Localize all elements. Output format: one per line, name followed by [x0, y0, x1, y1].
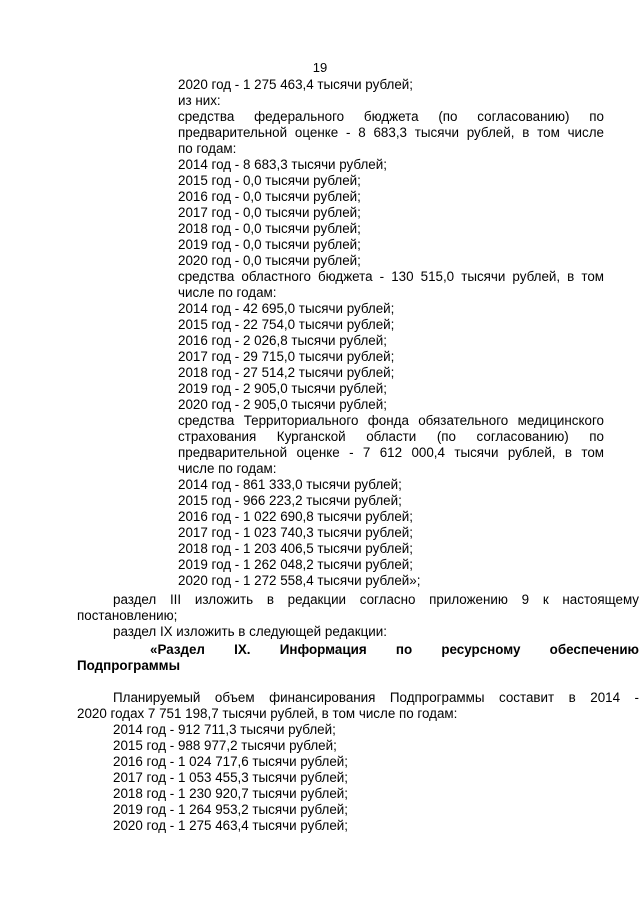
regional-year-2015: 2015 год - 22 754,0 тысячи рублей;: [178, 317, 395, 332]
regional-year-2020: 2020 год - 2 905,0 тысячи рублей;: [178, 397, 387, 412]
section-heading-cont: Подпрограммы: [77, 658, 181, 673]
regional-year-2016: 2016 год - 2 026,8 тысячи рублей;: [178, 333, 387, 348]
planned-year-2016: 2016 год - 1 024 717,6 тысячи рублей;: [113, 754, 348, 769]
text-line: предварительной оценке - 8 683,3 тысячи рублей, в том числе: [178, 125, 604, 140]
tfoms-year-2015: 2015 год - 966 223,2 тысячи рублей;: [178, 493, 402, 508]
tfoms-year-2020: 2020 год - 1 272 558,4 тысячи рублей»;: [178, 573, 421, 588]
federal-year-2018: 2018 год - 0,0 тысячи рублей;: [178, 221, 361, 236]
planned-year-2015: 2015 год - 988 977,2 тысячи рублей;: [113, 738, 337, 753]
text-line: Планируемый объем финансирования Подпрограммы составит в 2014 -: [113, 690, 639, 705]
tfoms-year-2016: 2016 год - 1 022 690,8 тысячи рублей;: [178, 509, 413, 524]
federal-year-2015: 2015 год - 0,0 тысячи рублей;: [178, 173, 361, 188]
text-line: средства федерального бюджета (по согласованию) по: [178, 109, 604, 124]
section-heading: «Раздел IX. Информация по ресурсному обеспечению: [150, 642, 639, 657]
federal-year-2020: 2020 год - 0,0 тысячи рублей;: [178, 253, 361, 268]
federal-year-2016: 2016 год - 0,0 тысячи рублей;: [178, 189, 361, 204]
text-line: 2020 год - 1 275 463,4 тысячи рублей;: [178, 77, 413, 92]
federal-year-2014: 2014 год - 8 683,3 тысячи рублей;: [178, 157, 387, 172]
text-line: страхования Курганской области (по согласованию) по: [178, 429, 604, 444]
tfoms-year-2019: 2019 год - 1 262 048,2 тысячи рублей;: [178, 557, 413, 572]
page-number: 19: [312, 60, 328, 75]
text-line: раздел III изложить в редакции согласно приложению 9 к настоящему: [113, 592, 639, 607]
regional-year-2014: 2014 год - 42 695,0 тысячи рублей;: [178, 301, 395, 316]
text-line: из них:: [178, 93, 221, 108]
regional-year-2018: 2018 год - 27 514,2 тысячи рублей;: [178, 365, 395, 380]
text-line: средства Территориального фонда обязательного медицинского: [178, 413, 604, 428]
planned-year-2014: 2014 год - 912 711,3 тысячи рублей;: [113, 722, 336, 737]
text-line: средства областного бюджета - 130 515,0 тысячи рублей, в том: [178, 269, 604, 284]
text-line: предварительной оценке - 7 612 000,4 тысячи рублей, в том: [178, 445, 604, 460]
text-line: числе по годам:: [178, 285, 277, 300]
regional-year-2017: 2017 год - 29 715,0 тысячи рублей;: [178, 349, 395, 364]
text-line: по годам:: [178, 141, 237, 156]
tfoms-year-2018: 2018 год - 1 203 406,5 тысячи рублей;: [178, 541, 413, 556]
tfoms-year-2014: 2014 год - 861 333,0 тысячи рублей;: [178, 477, 402, 492]
text-line: постановлению;: [77, 608, 178, 623]
text-line: числе по годам:: [178, 461, 277, 476]
planned-year-2019: 2019 год - 1 264 953,2 тысячи рублей;: [113, 802, 348, 817]
tfoms-year-2017: 2017 год - 1 023 740,3 тысячи рублей;: [178, 525, 413, 540]
planned-year-2017: 2017 год - 1 053 455,3 тысячи рублей;: [113, 770, 348, 785]
federal-year-2019: 2019 год - 0,0 тысячи рублей;: [178, 237, 361, 252]
planned-year-2020: 2020 год - 1 275 463,4 тысячи рублей;: [113, 818, 348, 833]
federal-year-2017: 2017 год - 0,0 тысячи рублей;: [178, 205, 361, 220]
planned-year-2018: 2018 год - 1 230 920,7 тысячи рублей;: [113, 786, 348, 801]
regional-year-2019: 2019 год - 2 905,0 тысячи рублей;: [178, 381, 387, 396]
text-line: раздел IX изложить в следующей редакции:: [113, 624, 387, 639]
text-line: 2020 годах 7 751 198,7 тысячи рублей, в том числе по годам:: [77, 706, 458, 721]
